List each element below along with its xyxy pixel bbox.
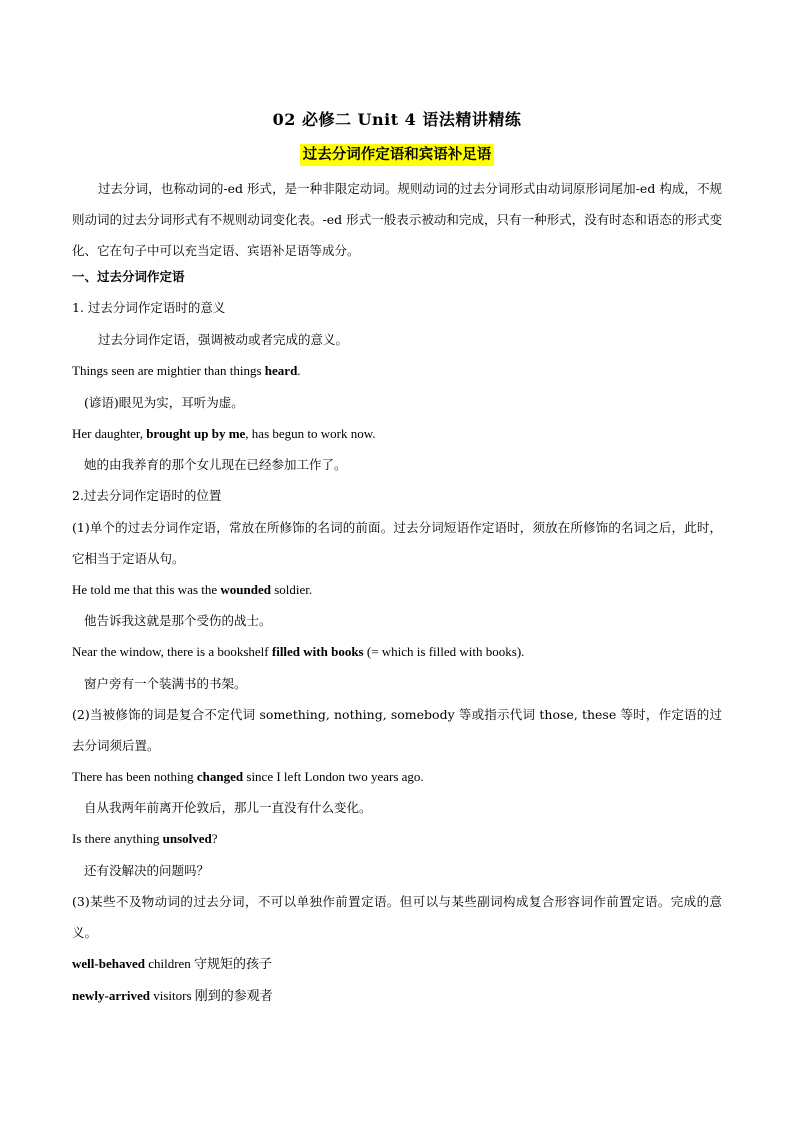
example-translation: 她的由我养育的那个女儿现在已经参加工作了。 [84,457,347,472]
example-phrase: well-behaved children 守规矩的孩子 [72,956,273,971]
example-phrase: newly-arrived visitors 刚到的参观者 [72,988,273,1003]
section-heading: 一、过去分词作定语 [72,269,185,284]
rule-paragraph: (1)单个的过去分词作定语，常放在所修饰的名词的前面。过去分词短语作定语时，须放在所修饰的名词之后，此时，它相当于定语从句。 [72,520,722,566]
example-translation: 还有没解决的问题吗？ [84,863,210,878]
subsection-heading-2: 2.过去分词作定语时的位置 [72,488,222,503]
highlighted-subtitle: 过去分词作定语和宾语补足语 [300,144,495,166]
subsection-heading-1: 1. 过去分词作定语时的意义 [72,300,226,315]
example-translation: 他告诉我这就是那个受伤的战士。 [84,613,272,628]
example-translation: 窗户旁有一个装满书的书架。 [84,676,247,691]
rule-paragraph: (2)当被修饰的词是复合不定代词 something, nothing, somebody 等或指示代词 those, these 等时，作定语的过去分词须后置。 [72,707,722,753]
example-sentence: Is there anything unsolved? [72,831,218,846]
example-sentence: He told me that this was the wounded soldier. [72,582,313,597]
example-sentence: Near the window, there is a bookshelf filled with books (= which is filled with books). [72,644,525,659]
example-translation: 自从我两年前离开伦敦后，那儿一直没有什么变化。 [84,800,372,815]
example-sentence: There has been nothing changed since I left London two years ago. [72,769,424,784]
example-sentence: Her daughter, brought up by me, has begun to work now. [72,426,376,441]
page-title: 02 必修二 Unit 4 语法精讲精练 [272,110,522,129]
intro-paragraph: 过去分词，也称动词的-ed 形式，是一种非限定动词。规则动词的过去分词形式由动词原形词尾加-ed 构成，不规则动词的过去分词形式有不规则动词变化表。-ed 形式一般表示被动和完成，只有一种形式，没有时态和语态的形式变化、它在句子中可以充当定语、宾语补足语等成分。 [72,181,722,258]
example-sentence: Things seen are mightier than things heard. [72,363,301,378]
rule-paragraph: (3)某些不及物动词的过去分词，不可以单独作前置定语。但可以与某些副词构成复合形容词作前置定语。完成的意义。 [72,894,722,940]
meaning-description: 过去分词作定语，强调被动或者完成的意义。 [98,332,349,347]
subtitle-container [0,144,794,166]
example-translation: (谚语)眼见为实，耳听为虚。 [84,395,244,410]
